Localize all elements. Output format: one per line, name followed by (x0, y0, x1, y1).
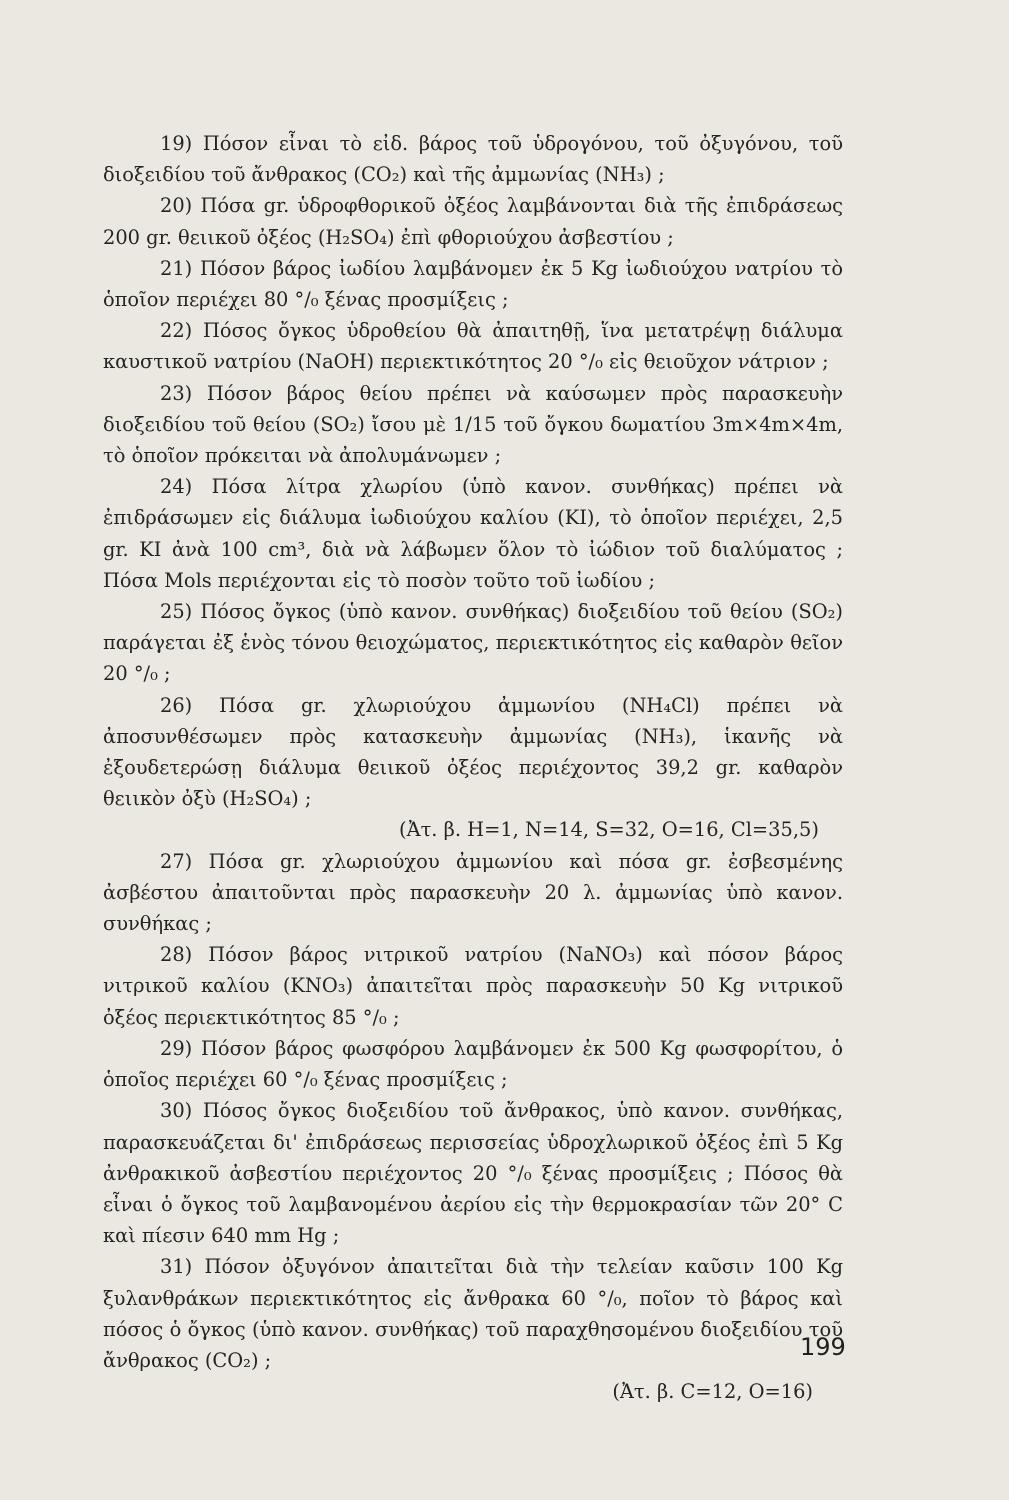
problem-29: 29) Πόσον βάρος φωσφόρου λαμβάνομεν ἐκ 500 Kg φωσφορίτου, ὁ ὁποῖος περιέχει 60 °/₀ ξένας προσμίξεις ; (103, 1036, 843, 1092)
problem-25: 25) Πόσος ὄγκος (ὑπὸ κανον. συνθήκας) διοξειδίου τοῦ θείου (SO₂) παράγεται ἐξ ἑνὸς τόνου θειοχώματος, περιεκτικότητος εἰς καθαρὸν θεῖον 20 °/₀ ; (103, 600, 843, 686)
problem-22: 22) Πόσος ὄγκος ὑδροθείου θὰ ἀπαιτηθῇ, ἵνα μετατρέψῃ διάλυμα καυστικοῦ νατρίου (NaOH) περιεκτικότητος 20 °/₀ εἰς θειοῦχον νάτριον ; (103, 319, 843, 374)
problem-19: 19) Πόσον εἶναι τὸ εἰδ. βάρος τοῦ ὑδρογόνου, τοῦ ὀξυγόνου, τοῦ διοξειδίου τοῦ ἄνθρακος (CO₂) καὶ τῆς ἀμμωνίας (NH₃) ; (103, 132, 843, 187)
problem-27: 27) Πόσα gr. χλωριούχου ἀμμωνίου καὶ πόσα gr. ἐσβεσμένης ἀσβέστου ἀπαιτοῦνται πρὸς παρασκευὴν 20 λ. ἀμμωνίας ὑπὸ κανον. συνθήκας ; (103, 849, 843, 936)
page-number: 199 (800, 1333, 846, 1361)
problem-26: 26) Πόσα gr. χλωριούχου ἀμμωνίου (NH₄Cl) πρέπει νὰ ἀποσυνθέσωμεν πρὸς κατασκευὴν ἀμμωνίας (NH₃), ἱκανῆς νὰ ἐξουδετερώσῃ διάλυμα θειικοῦ ὀξέος περιέχοντος 39,2 gr. καθαρὸν θειικὸν ὀξὺ (H₂SO₄) ; (103, 693, 843, 811)
problem-21: 21) Πόσον βάρος ἰωδίου λαμβάνομεν ἐκ 5 Kg ἰωδιούχου νατρίου τὸ ὁποῖον περιέχει 80 °/₀ ξένας προσμίξεις ; (103, 256, 843, 312)
problem-list (103, 128, 843, 1407)
problem-20: 20) Πόσα gr. ὑδροφθορικοῦ ὀξέος λαμβάνονται διὰ τῆς ἐπιδράσεως 200 gr. θειικοῦ ὀξέος (H₂SO₄) ἐπὶ φθοριούχου ἀσβεστίου ; (103, 194, 843, 249)
problem-28: 28) Πόσον βάρος νιτρικοῦ νατρίου (NaNO₃) καὶ πόσον βάρος νιτρικοῦ καλίου (KNO₃) ἀπαιτεῖται πρὸς παρασκευὴν 50 Kg νιτρικοῦ ὀξέος περιεκτικότητος 85 °/₀ ; (103, 943, 843, 1029)
problem-30: 30) Πόσος ὄγκος διοξειδίου τοῦ ἄνθρακος, ὑπὸ κανον. συνθήκας, παρασκευάζεται δι' ἐπιδράσεως περισσείας ὑδροχλωρικοῦ ὀξέος ἐπὶ 5 Kg ἀνθρακικοῦ ἀσβεστίου περιέχοντος 20 °/₀ ξένας προσμίξεις ; Πόσος θὰ εἶναι ὁ ὄγκος τοῦ λαμβανομένου ἀερίου εἰς τὴν θερμοκρασίαν τῶν 20° C καὶ πίεσιν 640 mm Hg ; (103, 1099, 843, 1248)
atomic-weights-note-1: (Ἀτ. β. H=1, N=14, S=32, O=16, Cl=35,5) (399, 818, 819, 842)
atomic-weights-note-2: (Ἀτ. β. C=12, O=16) (612, 1380, 813, 1404)
problem-23: 23) Πόσον βάρος θείου πρέπει νὰ καύσωμεν πρὸς παρασκευὴν διοξειδίου τοῦ θείου (SO₂) ἴσου μὲ 1/15 τοῦ ὄγκου δωματίου 3m×4m×4m, τὸ ὁποῖον πρόκειται νὰ ἀπολυμάνωμεν ; (103, 381, 843, 468)
problem-24: 24) Πόσα λίτρα χλωρίου (ὑπὸ κανον. συνθήκας) πρέπει νὰ ἐπιδράσωμεν εἰς διάλυμα ἰωδιούχου καλίου (KI), τὸ ὁποῖον περιέχει, 2,5 gr. KI ἀνὰ 100 cm³, διὰ νὰ λάβωμεν ὅλον τὸ ἰώδιον τοῦ διαλύματος ; Πόσα Mols περιέχονται εἰς τὸ ποσὸν τοῦτο τοῦ ἰωδίου ; (103, 475, 843, 592)
problem-31: 31) Πόσον ὀξυγόνον ἀπαιτεῖται διὰ τὴν τελείαν καῦσιν 100 Kg ξυλανθράκων περιεκτικότητος εἰς ἄνθρακα 60 °/₀, ποῖον τὸ βάρος καὶ πόσος ὁ ὄγκος (ὑπὸ κανον. συνθήκας) τοῦ παραχθησομένου διοξειδίου τοῦ ἄνθρακος (CO₂) ; (103, 1255, 843, 1372)
